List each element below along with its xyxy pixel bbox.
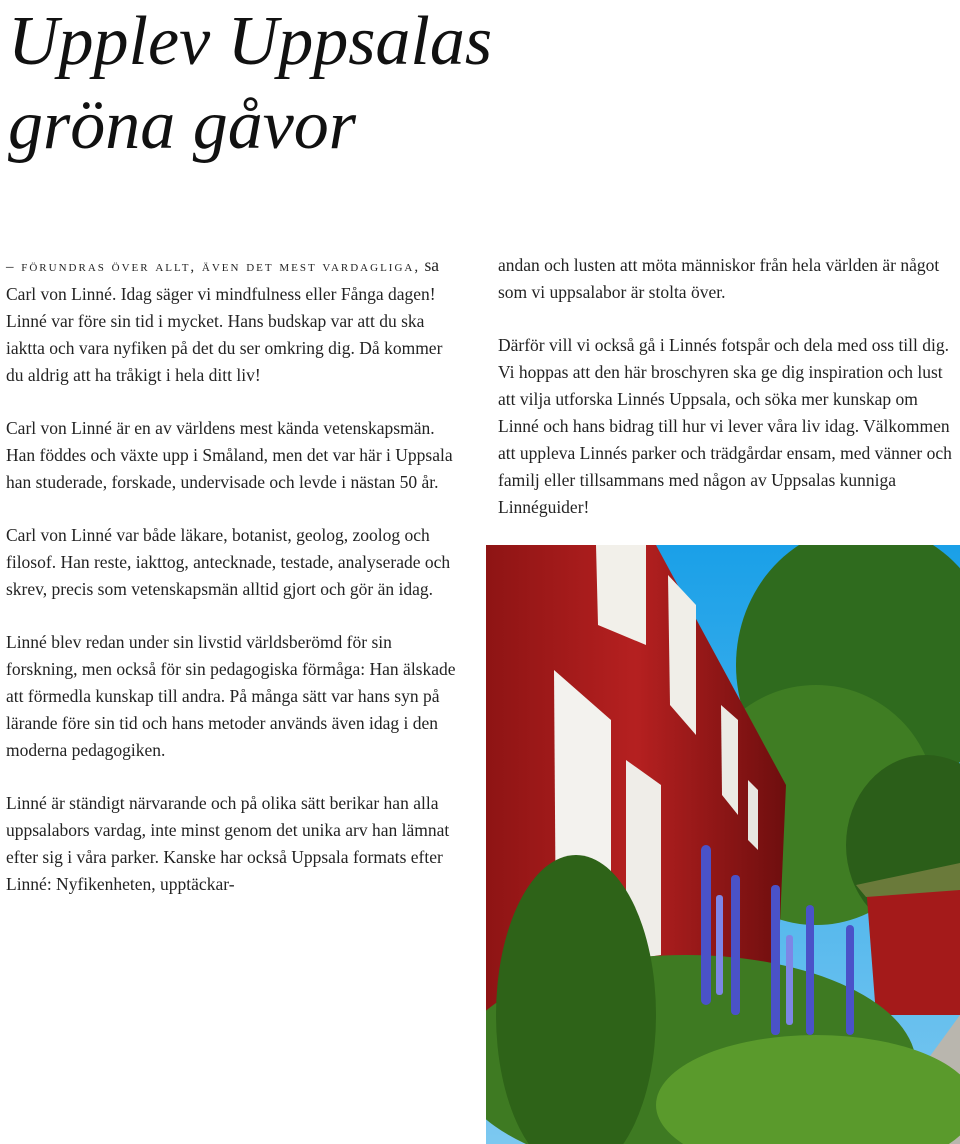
paragraph-2: Carl von Linné är en av världens mest kända vetenskapsmän. Han föddes och växte upp i Småland, men det var här i Uppsala han studerade, forskade, undervisade och levde i nästan 50 år. — [6, 418, 453, 492]
right-paragraph-2: Därför vill vi också gå i Linnés fotspår och dela med oss till dig. Vi hoppas att den här broschyren ska ge dig inspiration och lust att vilja utforska Linnés Uppsala, och söka mer kunskap om Linné och hans bidrag till hur vi lever våra liv idag. Välkommen att uppleva Linnés parker och trädgårdar ensam, med vänner och familj eller tillsammans med någon av Uppsalas kunniga Linnéguider! — [498, 335, 952, 517]
intro-smallcaps: – förundras över allt, även det mest vardagliga, — [6, 259, 421, 275]
page-title — [8, 0, 492, 168]
intro-rest: sa Carl von Linné. Idag säger vi mindfulness eller Fånga dagen! Linné var före sin tid i mycket. Hans budskap var att du ska iaktta och vara nyfiken på det du ser omkring dig. Då kommer du aldrig att ha tråkigt i hela ditt liv! — [6, 255, 443, 385]
photo-illustration — [486, 545, 960, 1144]
title-line-2: gröna gåvor — [8, 87, 357, 164]
paragraph-4: Linné blev redan under sin livstid världsberömd för sin forskning, men också för sin pedagogiska förmåga: Han älskade att förmedla kunskap till andra. På många sätt var hans syn på lärande före sin tid och hans metoder används även idag i den moderna pedagogiken. — [6, 632, 456, 760]
paragraph-5: Linné är ständigt närvarande och på olika sätt berikar han alla uppsalabors vardag, inte minst genom det unika arv han lämnat efter sig i våra parker. Kanske har också Uppsala formats efter Linné: Nyfikenheten, upptäckar- — [6, 793, 450, 894]
garden-house-photo — [486, 545, 960, 1144]
right-paragraph-1: andan och lusten att möta människor från hela världen är något som vi uppsalabor är stolta över. — [498, 255, 940, 302]
intro-paragraph — [6, 252, 464, 389]
title-line-1: Upplev Uppsalas — [8, 3, 493, 80]
left-text-column — [6, 252, 464, 924]
paragraph-3: Carl von Linné var både läkare, botanist, geolog, zoolog och filosof. Han reste, iakttog, antecknade, testade, analyserade och skrev, precis som vetenskapsmän alltid gjort och gör än idag. — [6, 525, 451, 599]
right-text-column — [498, 252, 958, 547]
